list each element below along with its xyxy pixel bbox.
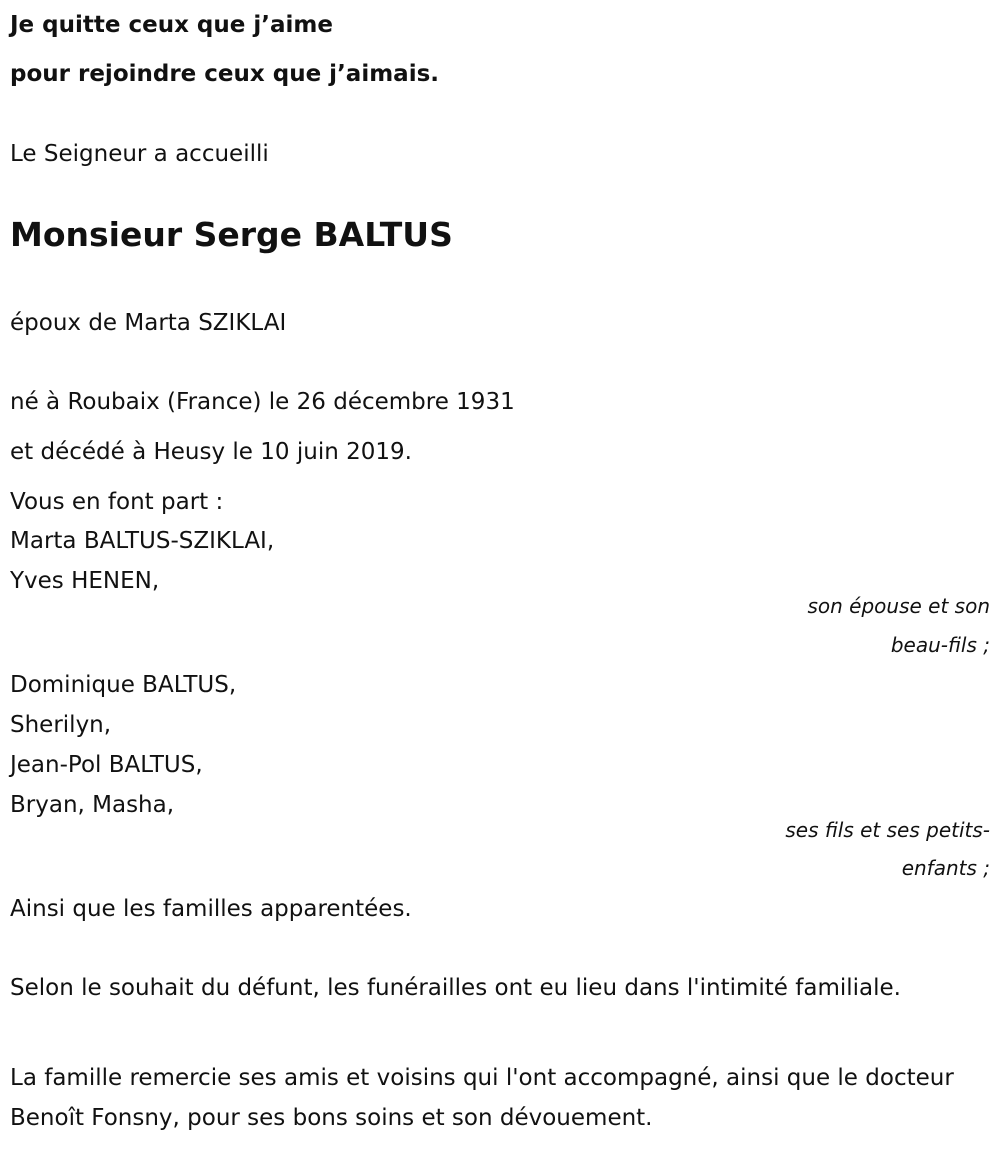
group2-relation: ses fils et ses petits-: [785, 818, 990, 842]
closing-line: Ainsi que les familles apparentées.: [10, 896, 412, 922]
group1-relation: beau-fils ;: [890, 633, 990, 657]
spouse-line: époux de Marta SZIKLAI: [10, 310, 287, 336]
group1-relation: son épouse et son: [807, 594, 990, 618]
funeral-note: Selon le souhait du défunt, les funérailles ont eu lieu dans l'intimité familiale.: [10, 975, 901, 1001]
quote-line-2: pour rejoindre ceux que j’aimais.: [10, 61, 440, 87]
deceased-name: Monsieur Serge BALTUS: [10, 215, 453, 254]
group2-name: Dominique BALTUS,: [10, 672, 237, 698]
quote-line-1: Je quitte ceux que j’aime: [10, 12, 333, 38]
group2-relation: enfants ;: [901, 856, 990, 880]
group2-name: Sherilyn,: [10, 712, 112, 738]
group2-name: Bryan, Masha,: [10, 792, 175, 818]
intro-text: Le Seigneur a accueilli: [10, 141, 269, 167]
announcement-heading: Vous en font part :: [10, 489, 224, 515]
birth-line: né à Roubaix (France) le 26 décembre 1931: [10, 389, 515, 415]
thanks-paragraph: La famille remercie ses amis et voisins qui l'ont accompagné, ainsi que le docteur Benoît Fonsny, pour ses bons soins et son dévouement.: [10, 1065, 954, 1131]
death-line: et décédé à Heusy le 10 juin 2019.: [10, 439, 412, 465]
group1-name: Yves HENEN,: [10, 568, 160, 594]
group2-name: Jean-Pol BALTUS,: [10, 752, 203, 778]
group1-name: Marta BALTUS-SZIKLAI,: [10, 528, 275, 554]
